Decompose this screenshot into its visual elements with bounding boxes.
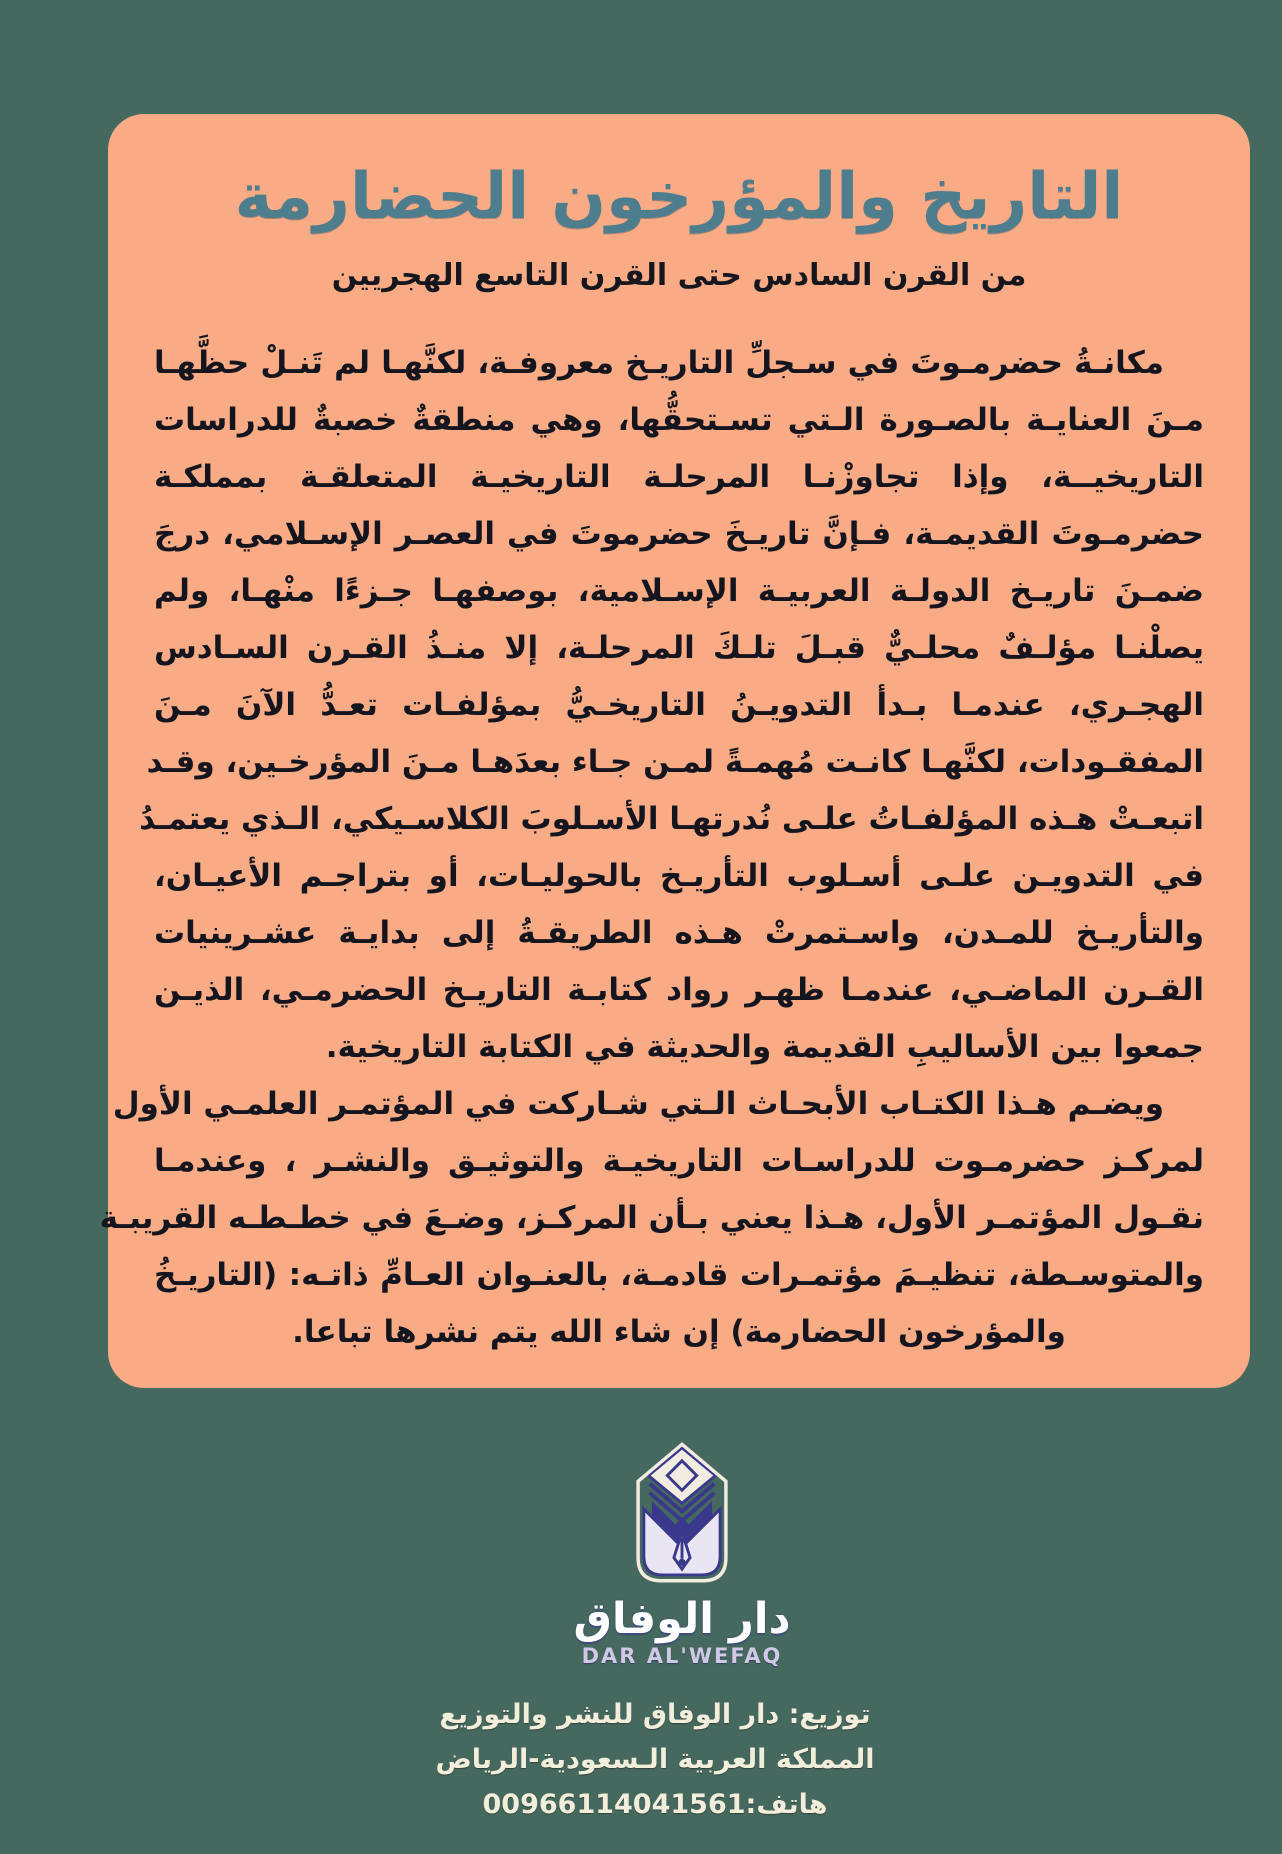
- phone-line: هاتف:00966114041561: [482, 1789, 828, 1820]
- blurb-line: المفقـودات، لكنَّهـا كانـت مُهمـةً لمـن جـاء بعدَهـا مـنَ المؤرخـين، وقـد: [146, 744, 1204, 780]
- blurb-line: ضمـنَ تاريـخ الدولـة العربيـة الإسـلامية، بوصفهـا جـزءًا منْهـا، ولم: [154, 573, 1204, 609]
- publisher-name-arabic: دار الوفاق: [573, 1594, 791, 1644]
- blurb-line: نقـول المؤتمـر الأول، هـذا يعني بـأن المركـز، وضـعَ في خطـطـه القريبـة: [99, 1200, 1204, 1236]
- summary-panel: [99, 114, 1250, 1388]
- publisher-name-latin: DAR AL'WEFAQ: [581, 1644, 783, 1668]
- blurb-line: التاريخيــة، وإذا تجاوزْنـا المرحلـة التاريخيـة المتعلقـة بمملكـة: [154, 459, 1204, 495]
- blurb-line: جمعوا بين الأساليبِ القديمة والحديثة في الكتابة التاريخية.: [325, 1029, 1204, 1065]
- blurb-text: [99, 335, 1204, 1361]
- blurb-line: في التدويـن علـى أسـلوب التأريـخ بالحوليـات، أو بتراجـم الأعيـان،: [154, 858, 1204, 894]
- blurb-line: حضرمـوتَ القديمـة، فـإنَّ تاريـخَ حضرموتَ في العصـر الإسـلامي، درجَ: [154, 516, 1204, 552]
- blurb-line: القـرن الماضـي، عندمـا ظهـر رواد كتابـة التاريـخ الحضرمـي، الذيـن: [154, 972, 1204, 1008]
- blurb-line: يصلْنـا مؤلـفٌ محلـيٌّ قبـلَ تلـكَ المرحلـة، إلا منـذُ القـرن السـادس: [154, 630, 1204, 666]
- blurb-line: لمركـز حضرمـوت للدراسـات التاريخيـة والتوثيـق والنشـر ، وعندمـا: [154, 1143, 1204, 1179]
- publisher-logo: [502, 1440, 862, 1668]
- blurb-line: والتأريـخ للمـدن، واسـتمرتْ هـذه الطريقـةُ إلى بدايـة عشـرينيات: [154, 915, 1204, 951]
- blurb-line: ويضـم هـذا الكتـاب الأبحـاث الـتي شـاركت في المؤتمـر العلمـي الأول: [112, 1086, 1164, 1122]
- country-line: المملكة العربية الـسعودية-الرياض: [435, 1744, 875, 1775]
- distributor-line: توزيع: دار الوفاق للنشر والتوزيع: [439, 1699, 871, 1730]
- book-subtitle: من القرن السادس حتى القرن التاسع الهجريين: [331, 258, 1027, 293]
- dar-alwefaq-emblem-icon: [630, 1440, 734, 1592]
- blurb-line: مكانـةُ حضرمـوتَ في سـجلِّ التاريـخ معروفـة، لكنَّهـا لم تَنـلْ حظَّهـا: [154, 345, 1164, 381]
- book-title: التاريخ والمؤرخون الحضارمة: [234, 160, 1124, 234]
- blurb-line: اتبعـتْ هـذه المؤلفـاتُ علـى نُدرتهـا الأسـلوبَ الكلاسـيكي، الـذي يعتمـدُ: [139, 801, 1204, 837]
- blurb-line: والمؤرخون الحضارمة) إن شاء الله يتم نشرها تباعا.: [292, 1314, 1066, 1350]
- distribution-info: [305, 1692, 1005, 1827]
- blurb-line: والمتوسـطة، تنظيـمَ مؤتمـرات قادمـة، بالعنـوان العـامِّ ذاتـه: (التاريـخُ: [154, 1257, 1204, 1293]
- blurb-line: مـنَ العنايـة بالصـورة الـتي تسـتحقُّها، وهي منطقةٌ خصبةٌ للدراسات: [154, 402, 1204, 438]
- blurb-line: الهجـري، عندمـا بـدأ التدويـنُ التاريخـيُّ بمؤلفـات تعـدُّ الآنَ مـنَ: [154, 687, 1204, 723]
